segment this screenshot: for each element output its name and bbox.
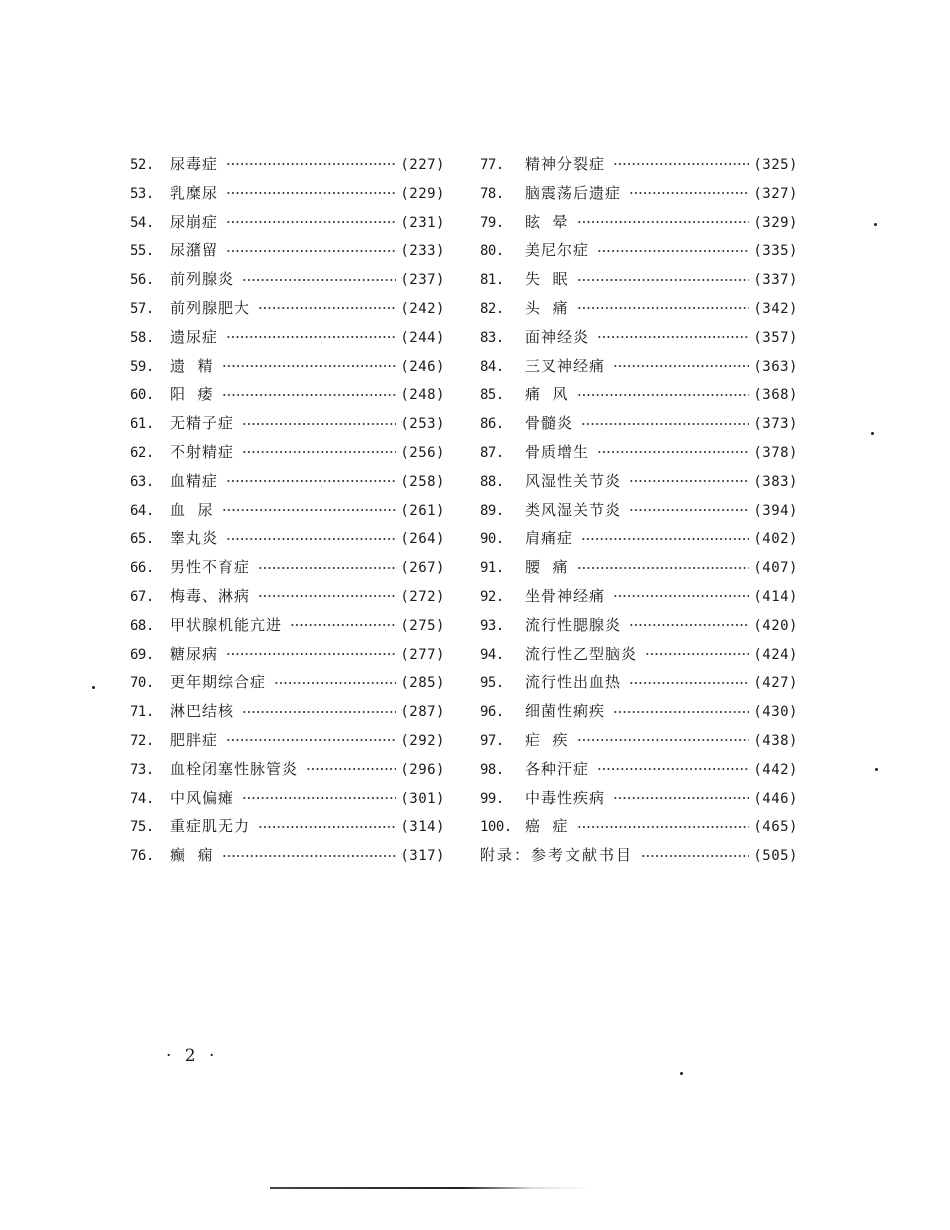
toc-entry [480, 467, 798, 496]
appendix-page: (505) [753, 848, 798, 865]
dot-leader [258, 561, 396, 575]
entry-title: 肥胖症 [170, 730, 219, 749]
dot-leader [641, 849, 749, 863]
entry-page: (420) [753, 617, 798, 634]
toc-entry-appendix [480, 841, 798, 870]
dot-leader [242, 705, 396, 719]
toc-entry [480, 265, 798, 294]
toc-entry [130, 409, 445, 438]
entry-number: 79. [480, 214, 504, 231]
entry-page: (229) [400, 185, 445, 202]
entry-title: 癫 痫 [170, 846, 214, 865]
dot-leader [306, 762, 396, 776]
dot-leader [258, 589, 396, 603]
entry-title: 腰 痛 [525, 558, 569, 577]
dot-leader [226, 474, 396, 488]
dot-leader [577, 561, 750, 575]
dot-leader [597, 445, 749, 459]
toc-entry [130, 294, 445, 323]
toc-entry [130, 208, 445, 237]
entry-title: 前列腺肥大 [170, 298, 251, 317]
dot-leader [226, 244, 396, 258]
toc-entry [130, 611, 445, 640]
dot-leader [226, 733, 396, 747]
entry-number: 86. [480, 416, 504, 433]
toc-entry [480, 150, 798, 179]
toc-entry [480, 812, 798, 841]
entry-title: 三叉神经痛 [525, 356, 606, 375]
entry-title: 男性不育症 [170, 558, 251, 577]
entry-page: (327) [753, 185, 798, 202]
scan-speck [871, 432, 874, 435]
dot-leader [577, 215, 750, 229]
toc-entry [130, 812, 445, 841]
entry-number: 96. [480, 704, 504, 721]
toc-entry [480, 611, 798, 640]
toc-entry [480, 323, 798, 352]
entry-number: 93. [480, 617, 504, 634]
dot-leader [613, 705, 749, 719]
toc-entry [130, 265, 445, 294]
entry-number: 69. [130, 646, 154, 663]
toc-entry [130, 668, 445, 697]
dot-leader [645, 647, 749, 661]
entry-title: 甲状腺机能亢进 [170, 615, 283, 634]
toc-entry [130, 380, 445, 409]
entry-page: (227) [400, 157, 445, 173]
toc-entry [480, 668, 798, 697]
entry-number: 57. [130, 300, 154, 317]
dot-leader [242, 417, 396, 431]
dot-leader [581, 532, 749, 546]
entry-title: 类风湿关节炎 [525, 500, 622, 519]
dot-leader [613, 589, 749, 603]
entry-number: 64. [130, 502, 154, 519]
entry-page: (378) [753, 444, 798, 461]
entry-page: (337) [753, 272, 798, 289]
entry-number: 94. [480, 646, 504, 663]
entry-number: 78. [480, 185, 504, 202]
scan-speck [92, 686, 95, 689]
entry-number: 90. [480, 531, 504, 548]
toc-entry [480, 640, 798, 669]
entry-number: 60. [130, 387, 154, 404]
entry-title: 不射精症 [170, 442, 235, 461]
dot-leader [577, 273, 750, 287]
entry-page: (402) [753, 531, 798, 548]
entry-number: 80. [480, 243, 504, 260]
dot-leader [577, 388, 750, 402]
toc-entry [130, 640, 445, 669]
entry-page: (430) [753, 704, 798, 721]
toc-entry [480, 409, 798, 438]
toc-entry [480, 553, 798, 582]
appendix-title: 附录：参考文献书目 [480, 846, 634, 865]
entry-title: 美尼尔症 [525, 241, 590, 260]
dot-leader [577, 301, 750, 315]
toc-entry [130, 697, 445, 726]
entry-page: (277) [400, 646, 445, 663]
toc-entry [130, 784, 445, 813]
dot-leader [581, 417, 749, 431]
toc-entry [130, 841, 445, 870]
entry-number: 59. [130, 358, 154, 375]
entry-title: 眩 晕 [525, 212, 569, 231]
entry-page: (394) [753, 502, 798, 519]
entry-title: 无精子症 [170, 414, 235, 433]
entry-number: 75. [130, 819, 154, 836]
entry-number: 67. [130, 588, 154, 605]
entry-title: 肩痛症 [525, 529, 574, 548]
entry-number: 70. [130, 675, 154, 692]
entry-title: 流行性乙型脑炎 [525, 644, 638, 663]
scan-speck [875, 768, 878, 771]
toc-entry [130, 553, 445, 582]
entry-title: 各种汗症 [525, 759, 590, 778]
scan-speck [874, 223, 877, 226]
entry-page: (317) [400, 848, 445, 865]
entry-page: (424) [753, 646, 798, 663]
entry-page: (285) [400, 675, 445, 692]
dot-leader [290, 618, 396, 632]
toc-entry [480, 726, 798, 755]
dot-leader [577, 820, 750, 834]
entry-title: 脑震荡后遗症 [525, 183, 622, 202]
dot-leader [629, 474, 749, 488]
dot-leader [226, 157, 396, 171]
toc-entry [480, 380, 798, 409]
scan-speck [680, 1072, 683, 1075]
entry-page: (287) [400, 704, 445, 721]
entry-title: 血栓闭塞性脉管炎 [170, 759, 299, 778]
entry-number: 82. [480, 300, 504, 317]
dot-leader [629, 618, 749, 632]
entry-number: 72. [130, 732, 154, 749]
dot-leader [222, 388, 397, 402]
entry-page: (301) [400, 790, 445, 807]
entry-title: 疟 疾 [525, 730, 569, 749]
toc-entry [130, 323, 445, 352]
toc-entry [480, 438, 798, 467]
entry-page: (446) [753, 790, 798, 807]
dot-leader [274, 676, 396, 690]
dot-leader [226, 330, 396, 344]
entry-page: (258) [400, 473, 445, 490]
toc-entry [130, 524, 445, 553]
entry-page: (246) [400, 358, 445, 375]
entry-page: (267) [400, 560, 445, 577]
page-number: · 2 · [166, 1046, 219, 1066]
toc-entry [480, 496, 798, 525]
entry-number: 62. [130, 444, 154, 461]
entry-page: (264) [400, 531, 445, 548]
entry-title: 血精症 [170, 471, 219, 490]
entry-page: (368) [753, 387, 798, 404]
entry-title: 血 尿 [170, 500, 214, 519]
entry-number: 91. [480, 560, 504, 577]
entry-number: 95. [480, 675, 504, 692]
entry-title: 失 眠 [525, 270, 569, 289]
entry-title: 细菌性痢疾 [525, 702, 606, 721]
entry-number: 76. [130, 848, 154, 865]
entry-title: 面神经炎 [525, 327, 590, 346]
entry-number: 61. [130, 416, 154, 433]
entry-title: 精神分裂症 [525, 155, 606, 173]
entry-page: (442) [753, 761, 798, 778]
entry-title: 尿毒症 [170, 155, 219, 173]
entry-number: 87. [480, 444, 504, 461]
entry-page: (248) [400, 387, 445, 404]
entry-page: (237) [400, 272, 445, 289]
dot-leader [577, 733, 750, 747]
entry-number: 54. [130, 214, 154, 231]
entry-number: 83. [480, 329, 504, 346]
entry-number: 84. [480, 358, 504, 375]
toc-entry [480, 524, 798, 553]
entry-page: (272) [400, 588, 445, 605]
dot-leader [226, 647, 396, 661]
toc-entry [480, 755, 798, 784]
entry-title: 阳 痿 [170, 385, 214, 404]
entry-number: 97. [480, 732, 504, 749]
dot-leader [222, 359, 397, 373]
entry-title: 痛 风 [525, 385, 569, 404]
toc-entry [480, 352, 798, 381]
entry-page: (256) [400, 444, 445, 461]
toc-entry [130, 352, 445, 381]
scan-bottom-rule [270, 1187, 590, 1189]
entry-page: (342) [753, 300, 798, 317]
entry-number: 85. [480, 387, 504, 404]
toc-entry [130, 496, 445, 525]
entry-title: 梅毒、淋病 [170, 586, 251, 605]
entry-title: 尿潴留 [170, 241, 219, 260]
entry-page: (314) [400, 819, 445, 836]
toc-entry [130, 755, 445, 784]
entry-page: (275) [400, 617, 445, 634]
entry-page: (329) [753, 214, 798, 231]
entry-number: 65. [130, 531, 154, 548]
entry-title: 尿崩症 [170, 212, 219, 231]
entry-title: 头 痛 [525, 298, 569, 317]
entry-page: (465) [753, 819, 798, 836]
entry-page: (438) [753, 732, 798, 749]
entry-number: 88. [480, 473, 504, 490]
toc-entry [130, 582, 445, 611]
entry-title: 骨髓炎 [525, 414, 574, 433]
entry-page: (292) [400, 732, 445, 749]
entry-number: 53. [130, 185, 154, 202]
entry-number: 55. [130, 243, 154, 260]
toc-left-column [130, 150, 445, 870]
entry-title: 淋巴结核 [170, 702, 235, 721]
entry-page: (242) [400, 300, 445, 317]
entry-number: 77. [480, 157, 504, 173]
toc-entry [480, 179, 798, 208]
entry-title: 重症肌无力 [170, 817, 251, 836]
toc-entry [130, 179, 445, 208]
entry-number: 98. [480, 761, 504, 778]
toc-entry [480, 784, 798, 813]
entry-page: (231) [400, 214, 445, 231]
dot-leader [613, 359, 749, 373]
toc-entry [480, 294, 798, 323]
entry-page: (325) [753, 157, 798, 173]
entry-number: 92. [480, 588, 504, 605]
dot-leader [226, 215, 396, 229]
entry-page: (414) [753, 588, 798, 605]
entry-title: 流行性腮腺炎 [525, 615, 622, 634]
entry-title: 糖尿病 [170, 644, 219, 663]
entry-number: 56. [130, 272, 154, 289]
toc-entry [480, 208, 798, 237]
entry-title: 风湿性关节炎 [525, 471, 622, 490]
dot-leader [597, 330, 749, 344]
entry-title: 中风偏瘫 [170, 788, 235, 807]
entry-title: 遗尿症 [170, 327, 219, 346]
dot-leader [242, 273, 396, 287]
entry-page: (253) [400, 416, 445, 433]
toc-entry [130, 150, 445, 179]
entry-number: 100. [480, 819, 512, 836]
entry-number: 66. [130, 560, 154, 577]
dot-leader [242, 445, 396, 459]
entry-title: 癌 症 [525, 817, 569, 836]
entry-page: (373) [753, 416, 798, 433]
toc-entry [130, 726, 445, 755]
dot-leader [597, 762, 749, 776]
dot-leader [222, 503, 397, 517]
entry-number: 74. [130, 790, 154, 807]
dot-leader [258, 301, 396, 315]
entry-page: (244) [400, 329, 445, 346]
entry-page: (233) [400, 243, 445, 260]
dot-leader [242, 791, 396, 805]
entry-title: 更年期综合症 [170, 673, 267, 692]
entry-number: 52. [130, 157, 154, 173]
entry-page: (335) [753, 243, 798, 260]
toc-entry [130, 438, 445, 467]
dot-leader [629, 186, 749, 200]
dot-leader [629, 503, 749, 517]
entry-page: (427) [753, 675, 798, 692]
entry-page: (383) [753, 473, 798, 490]
dot-leader [226, 532, 396, 546]
toc-entry [130, 236, 445, 265]
entry-title: 坐骨神经痛 [525, 586, 606, 605]
toc-right-column [480, 150, 798, 870]
dot-leader [613, 157, 749, 171]
entry-page: (296) [400, 761, 445, 778]
toc-entry [480, 582, 798, 611]
dot-leader [613, 791, 749, 805]
toc-entry [480, 697, 798, 726]
entry-title: 遗 精 [170, 356, 214, 375]
dot-leader [629, 676, 749, 690]
entry-page: (363) [753, 358, 798, 375]
entry-number: 68. [130, 617, 154, 634]
entry-title: 中毒性疾病 [525, 788, 606, 807]
toc-entry [130, 467, 445, 496]
toc-entry [480, 236, 798, 265]
entry-page: (407) [753, 560, 798, 577]
entry-number: 81. [480, 272, 504, 289]
entry-page: (261) [400, 502, 445, 519]
entry-title: 前列腺炎 [170, 270, 235, 289]
dot-leader [258, 820, 396, 834]
entry-number: 71. [130, 704, 154, 721]
dot-leader [597, 244, 749, 258]
entry-number: 63. [130, 473, 154, 490]
entry-title: 流行性出血热 [525, 673, 622, 692]
entry-number: 58. [130, 329, 154, 346]
dot-leader [222, 849, 397, 863]
entry-number: 73. [130, 761, 154, 778]
entry-title: 骨质增生 [525, 442, 590, 461]
entry-title: 乳糜尿 [170, 183, 219, 202]
dot-leader [226, 186, 396, 200]
entry-number: 99. [480, 790, 504, 807]
entry-title: 睾丸炎 [170, 529, 219, 548]
entry-page: (357) [753, 329, 798, 346]
entry-number: 89. [480, 502, 504, 519]
